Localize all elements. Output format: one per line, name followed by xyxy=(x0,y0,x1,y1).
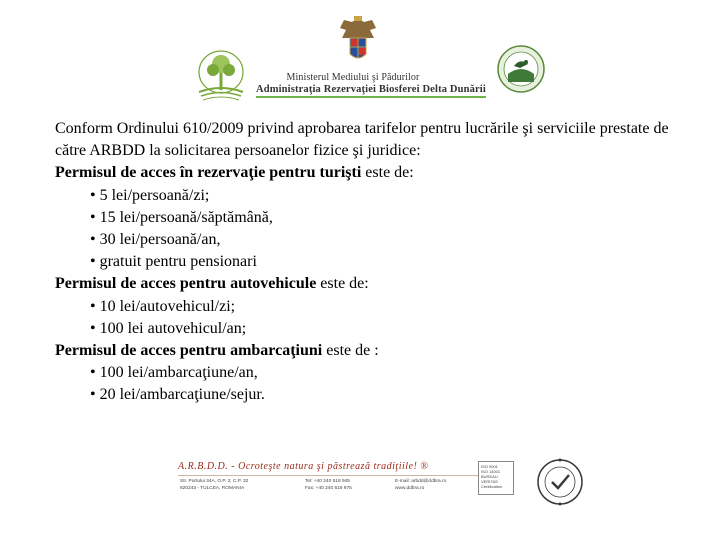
section-tourists-heading xyxy=(55,162,695,184)
cert-line: ISO 9001 xyxy=(481,464,498,469)
administration-name: Administraţia Rezervaţiei Biosferei Delta Dunării xyxy=(256,84,486,95)
footer-slogan: A.R.B.D.D. - Ocroteşte natura şi păstrează tradiţiile! ® xyxy=(178,461,429,472)
footer-divider xyxy=(178,475,478,476)
section-title: Permisul de acces în rezervaţie pentru turişti xyxy=(55,164,362,182)
footer-phones xyxy=(305,479,352,492)
section-suffix: este de: xyxy=(316,275,369,293)
bird-round-logo-icon xyxy=(496,44,546,94)
footer-address xyxy=(180,479,248,492)
tariff-text xyxy=(55,118,695,407)
list-item: • 20 lei/ambarcaţiune/sejur. xyxy=(90,386,265,404)
cert-line: Certification xyxy=(481,484,503,489)
tourist-fees-list xyxy=(55,185,695,274)
email-line: E-mail: arbdd@ddbra.ro xyxy=(395,479,447,484)
address-line: 820243 - TULCEA, ROMANIA xyxy=(180,485,245,491)
list-item: • 30 lei/persoană/an, xyxy=(90,231,221,249)
list-item: • 15 lei/persoană/săptămână, xyxy=(90,208,273,226)
list-item: • 100 lei/ambarcaţiune/an, xyxy=(90,364,258,382)
list-item: • 5 lei/persoană/zi; xyxy=(90,186,210,204)
intro-paragraph: Conform Ordinului 610/2009 privind aprobarea tarifelor pentru lucrările şi serviciile prestate de către ARBDD la solicitarea persoanelor fizice şi juridice: xyxy=(55,120,669,160)
phone-line: Tel: +40 240 518 945 xyxy=(305,479,350,484)
section-vehicles-heading xyxy=(55,273,695,295)
vehicle-fees-list xyxy=(55,296,695,340)
section-suffix: este de : xyxy=(322,342,379,360)
list-item: • gratuit pentru pensionari xyxy=(90,253,257,271)
section-suffix: este de: xyxy=(361,164,414,182)
ministry-name: Ministerul Mediului şi Pădurilor xyxy=(286,72,420,83)
section-title: Permisul de acces pentru ambarcaţiuni xyxy=(55,342,323,360)
section-boats-heading xyxy=(55,340,695,362)
header-divider xyxy=(256,96,486,98)
certification-seal-icon xyxy=(535,452,585,512)
website-line: www.ddbra.ro xyxy=(395,485,425,491)
footer-contact xyxy=(395,479,446,492)
address-line: Str. Portului 34A, O.P. 3, C.P. 32 xyxy=(180,479,249,484)
fax-line: Fax: +40 240 518 975 xyxy=(305,485,352,491)
letterhead-footer xyxy=(170,452,590,524)
coat-of-arms-icon xyxy=(338,14,378,66)
letterhead xyxy=(0,0,720,110)
section-title: Permisul de acces pentru autovehicule xyxy=(55,275,317,293)
certification-box xyxy=(478,461,514,495)
list-item: • 10 lei/autovehicul/zi; xyxy=(90,297,236,315)
boat-fees-list xyxy=(55,362,695,406)
ministry-title-block xyxy=(256,72,486,95)
cert-line: BUREAU VERITAS xyxy=(481,474,498,484)
cert-line: ISO 14001 xyxy=(481,469,501,474)
list-item: • 100 lei autovehicul/an; xyxy=(90,319,247,337)
